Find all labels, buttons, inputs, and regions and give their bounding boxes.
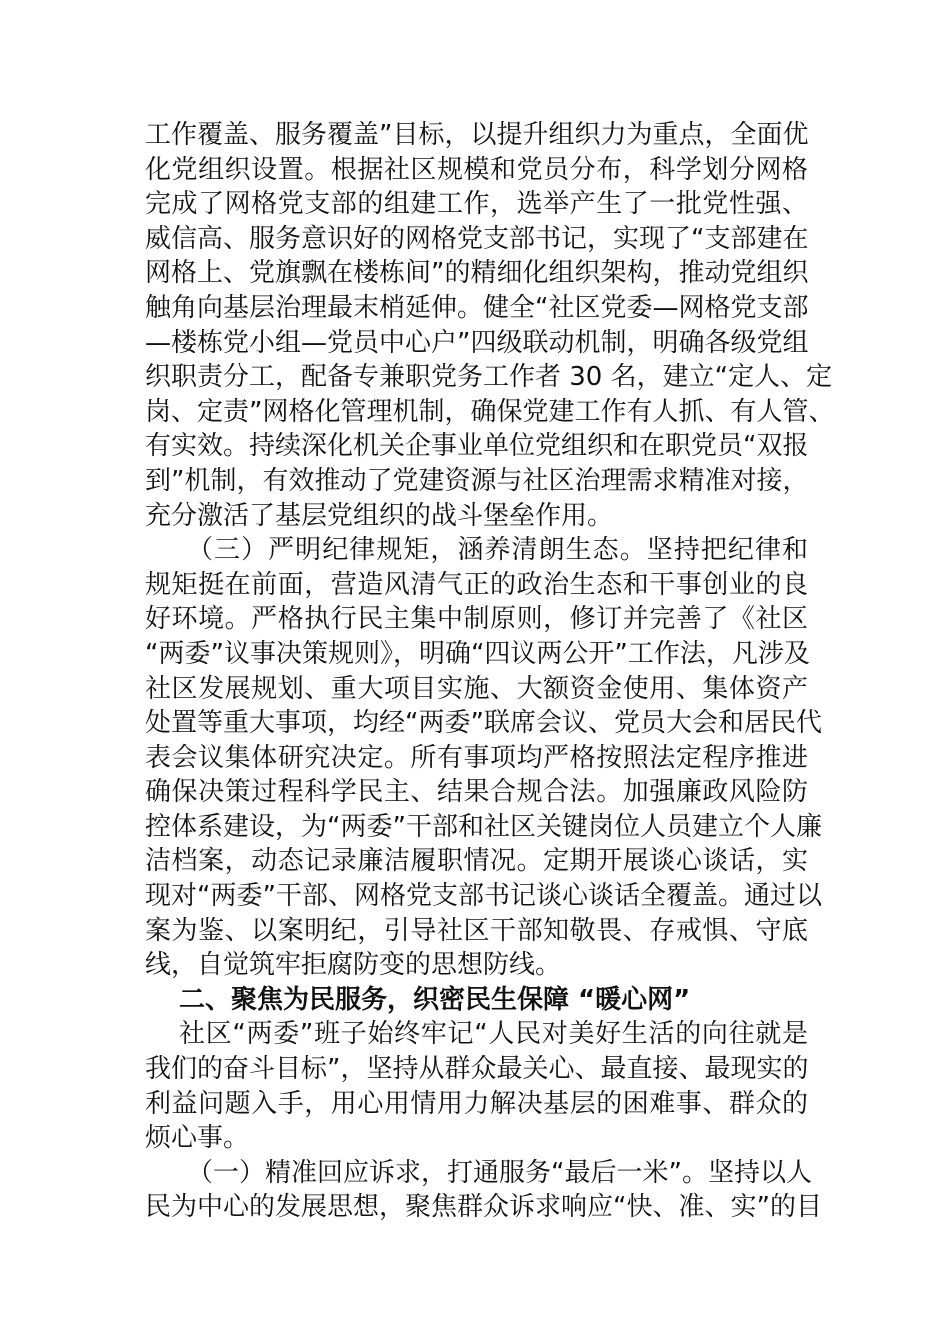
text-line: 到”机制，有效推动了党建资源与社区治理需求精准对接， bbox=[145, 465, 809, 496]
text-line: “两委”议事决策规则》，明确“四议两公开”工作法，凡涉及 bbox=[145, 638, 810, 669]
text-line: 确保决策过程科学民主、结果合规合法。加强廉政风险防 bbox=[145, 777, 808, 808]
text-line: —楼栋党小组—党员中心户”四级联动机制，明确各级党组 bbox=[145, 327, 809, 358]
text-line: 表会议集体研究决定。所有事项均严格按照法定程序推进 bbox=[145, 742, 808, 773]
text-line: 控体系建设，为“两委”干部和社区关键岗位人员建立个人廉 bbox=[145, 811, 822, 842]
subheading-line: （三）严明纪律规矩，涵养清朗生态。坚持把纪律和 bbox=[187, 535, 808, 566]
text-line: 完成了网格党支部的组建工作，选举产生了一批党性强、 bbox=[145, 189, 808, 220]
document-page bbox=[145, 118, 835, 1225]
text-line: 案为鉴、以案明纪，引导社区干部知敬畏、存戒惧、守底 bbox=[145, 915, 808, 946]
text-line: 烦心事。 bbox=[145, 1123, 250, 1154]
text-line: 有实效。持续深化机关企事业单位党组织和在职党员“双报 bbox=[145, 431, 809, 462]
text-line: 触角向基层治理最末梢延伸。健全“社区党委—网格党支部 bbox=[145, 292, 809, 323]
text-line: 现对“两委”干部、网格党支部书记谈心谈话全覆盖。通过以 bbox=[145, 881, 822, 912]
text-line: 规矩挺在前面，营造风清气正的政治生态和干事创业的良 bbox=[145, 569, 808, 600]
text-line: 岗、定责”网格化管理机制，确保党建工作有人抓、有人管、 bbox=[145, 396, 835, 427]
text-line: 洁档案，动态记录廉洁履职情况。定期开展谈心谈话，实 bbox=[145, 846, 808, 877]
text-line: 民为中心的发展思想，聚焦群众诉求响应“快、准、实”的目 bbox=[145, 1192, 822, 1223]
text-line: 工作覆盖、服务覆盖”目标，以提升组织力为重点，全面优 bbox=[145, 120, 809, 150]
text-line: 我们的奋斗目标”，坚持从群众最关心、最直接、最现实的 bbox=[145, 1054, 809, 1085]
text-line: 化党组织设置。根据社区规模和党员分布，科学划分网格 bbox=[145, 154, 808, 185]
text-line: 好环境。严格执行民主集中制原则，修订并完善了《社区 bbox=[145, 604, 808, 635]
text-line: 社区发展规划、重大项目实施、大额资金使用、集体资产 bbox=[145, 673, 808, 704]
section-heading: 二、聚焦为民服务，织密民生保障 “暖心网” bbox=[179, 984, 691, 1015]
subheading-line: （一）精准回应诉求，打通服务“最后一米”。坚持以人 bbox=[187, 1157, 812, 1188]
text-line: 线，自觉筑牢拒腐防变的思想防线。 bbox=[145, 950, 562, 981]
text-line: 织职责分工，配备专兼职党务工作者 30 名，建立“定人、定 bbox=[145, 362, 833, 393]
text-line: 处置等重大事项，均经“两委”联席会议、党员大会和居民代 bbox=[145, 708, 822, 739]
text-line: 网格上、党旗飘在楼栋间”的精细化组织架构，推动党组织 bbox=[145, 258, 809, 289]
text-line: 利益问题入手，用心用情用力解决基层的困难事、群众的 bbox=[145, 1088, 808, 1119]
text-line: 充分激活了基层党组织的战斗堡垒作用。 bbox=[145, 500, 614, 531]
text-line: 社区“两委”班子始终牢记“人民对美好生活的向往就是 bbox=[179, 1019, 808, 1050]
text-line: 威信高、服务意识好的网格党支部书记，实现了“支部建在 bbox=[145, 223, 809, 254]
